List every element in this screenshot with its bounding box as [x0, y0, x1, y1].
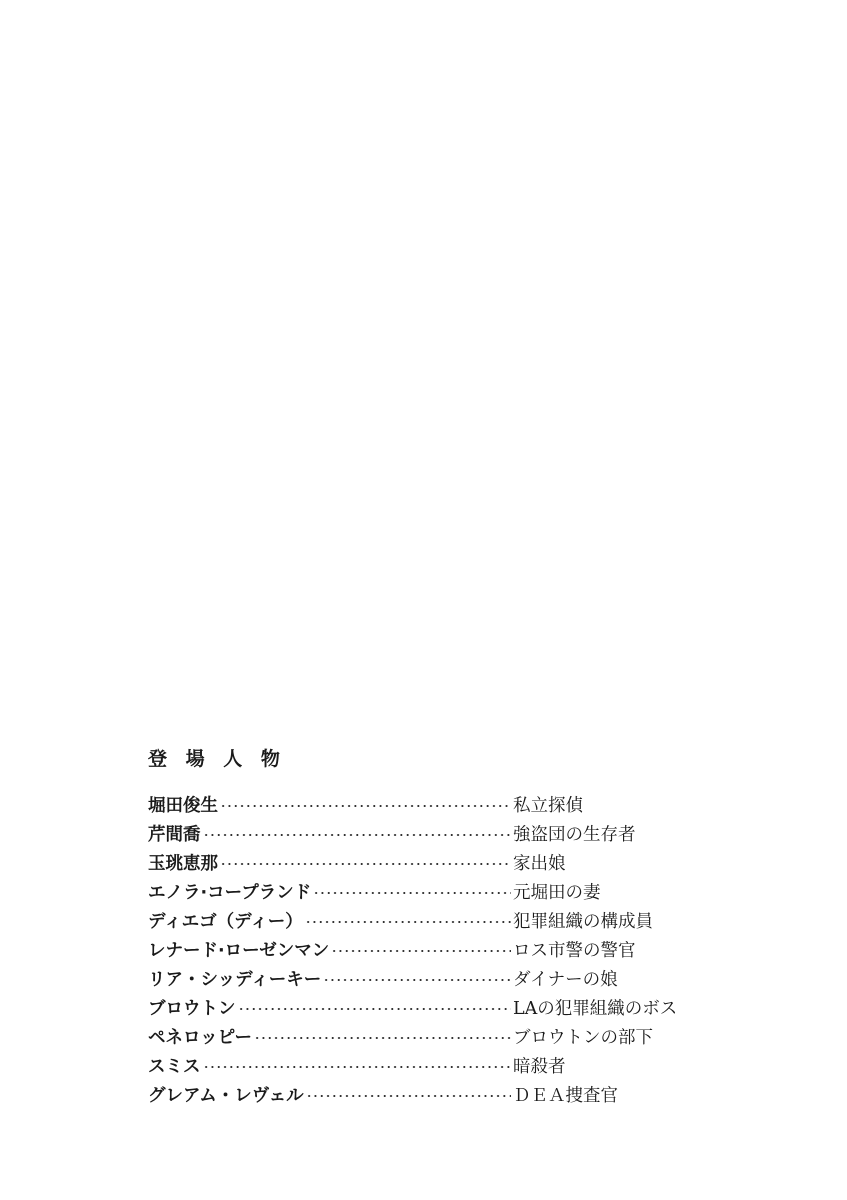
dot-leader: [323, 978, 511, 982]
cast-row: [148, 848, 708, 877]
character-role: ＤＥＡ捜査官: [513, 1086, 618, 1106]
dot-leader: [305, 920, 511, 924]
cast-row: [148, 993, 708, 1022]
cast-section: [148, 745, 708, 1106]
character-name: 堀田俊生: [148, 796, 218, 816]
dot-leader: [331, 949, 511, 953]
dot-leader: [254, 1036, 511, 1040]
cast-row: [148, 1022, 708, 1051]
character-name: 芹間喬: [148, 825, 201, 845]
character-role: 私立探偵: [513, 796, 583, 816]
character-role: 元堀田の妻: [513, 883, 601, 903]
character-name: リア・シッディーキー: [148, 970, 322, 990]
character-role: 犯罪組織の構成員: [513, 912, 653, 932]
character-name: ディエゴ（ディー）: [148, 912, 303, 932]
character-role: 家出娘: [513, 854, 566, 874]
character-name: エノラ·コープランド: [148, 883, 312, 903]
cast-row: [148, 935, 708, 964]
character-name: レナード·ローゼンマン: [148, 941, 330, 961]
character-name: 玉珧恵那: [148, 854, 218, 874]
dot-leader: [313, 891, 511, 895]
dot-leader: [306, 1094, 511, 1098]
character-role: ブロウトンの部下: [513, 1028, 653, 1048]
cast-row: [148, 1080, 708, 1109]
character-role: 暗殺者: [513, 1057, 566, 1077]
dot-leader: [220, 804, 511, 808]
dot-leader: [220, 862, 511, 866]
cast-row: [148, 819, 708, 848]
cast-row: [148, 1051, 708, 1080]
character-name: スミス: [148, 1057, 201, 1077]
character-role: 強盗団の生存者: [513, 825, 636, 845]
cast-row: [148, 877, 708, 906]
character-name: ペネロッピー: [148, 1028, 252, 1048]
cast-row: [148, 964, 708, 993]
cast-row: [148, 906, 708, 935]
cast-row: [148, 790, 708, 819]
cast-heading: 登 場 人 物: [148, 748, 286, 770]
dot-leader: [203, 833, 512, 837]
dot-leader: [203, 1065, 512, 1069]
character-role: LAの犯罪組織のボス: [513, 999, 678, 1019]
character-role: ダイナーの娘: [513, 970, 618, 990]
character-name: ブロウトン: [148, 999, 236, 1019]
dot-leader: [238, 1007, 512, 1011]
character-name: グレアム・レヴェル: [148, 1086, 304, 1106]
character-role: ロス市警の警官: [513, 941, 636, 961]
